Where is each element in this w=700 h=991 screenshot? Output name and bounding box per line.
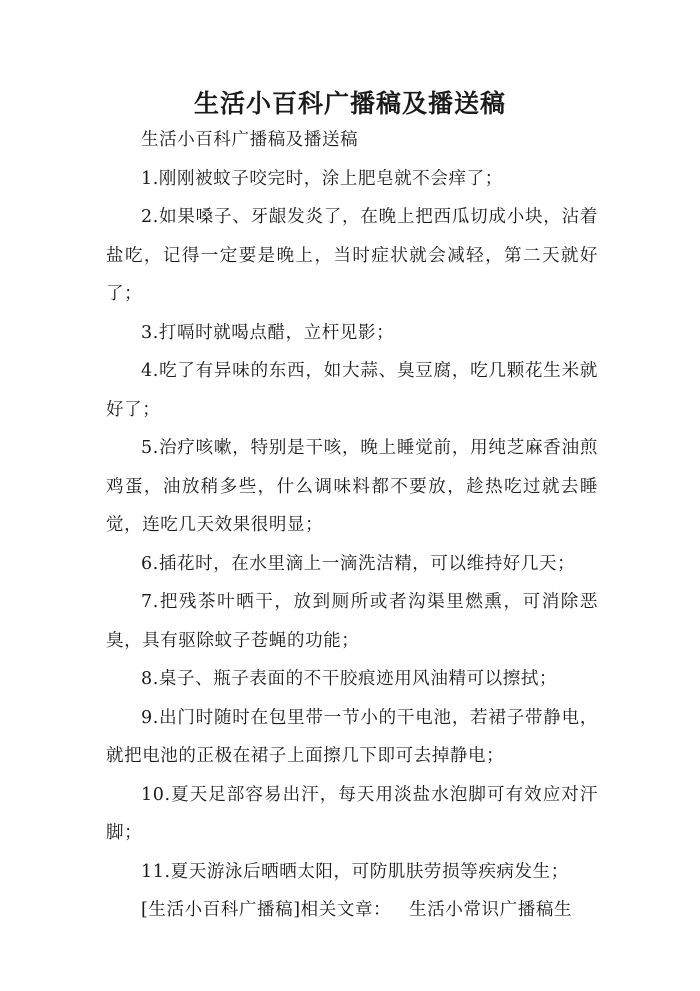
list-item: 10.夏天足部容易出汗，每天用淡盐水泡脚可有效应对汗脚； (106, 784, 598, 843)
related-articles (106, 891, 598, 930)
related-article-link[interactable]: 生活小常识广播稿生 (409, 900, 573, 920)
list-item: 9.出门时随时在包里带一节小的干电池，若裙子带静电，就把电池的正极在裙子上面擦几下即可去掉静电； (106, 707, 598, 766)
list-item: 8.桌子、瓶子表面的不干胶痕迹用风油精可以擦拭； (141, 669, 558, 689)
list-item: 1.刚刚被蚊子咬完时，涂上肥皂就不会痒了； (141, 168, 503, 189)
document-subtitle: 生活小百科广播稿及播送稿 (141, 130, 359, 150)
list-item: 6.插花时，在水里滴上一滴洗洁精，可以维持好几天； (141, 553, 576, 574)
list-item: 2.如果嗓子、牙龈发炎了，在晚上把西瓜切成小块，沾着盐吃，记得一定要是晚上，当时症状就会减轻，第二天就好了； (106, 207, 598, 304)
list-item: 11.夏天游泳后晒晒太阳，可防肌肤劳损等疾病发生； (141, 861, 569, 882)
list-item: 5.治疗咳嗽，特别是干咳，晚上睡觉前，用纯芝麻香油煎鸡蛋，油放稍多些，什么调味料都不要放，趁热吃过就去睡觉，连吃几天效果很明显； (106, 438, 598, 535)
related-articles-label: [生活小百科广播稿]相关文章： (141, 900, 392, 920)
list-item: 4.吃了有异味的东西，如大蒜、臭豆腐，吃几颗花生米就好了； (106, 361, 598, 420)
list-item: 7.把残茶叶晒干，放到厕所或者沟渠里燃熏，可消除恶臭，具有驱除蚊子苍蝇的功能； (106, 592, 598, 651)
document-title: 生活小百科广播稿及播送稿 (193, 89, 506, 118)
list-item: 3.打嗝时就喝点醋，立杆见影； (141, 322, 395, 343)
document-body (106, 121, 598, 930)
